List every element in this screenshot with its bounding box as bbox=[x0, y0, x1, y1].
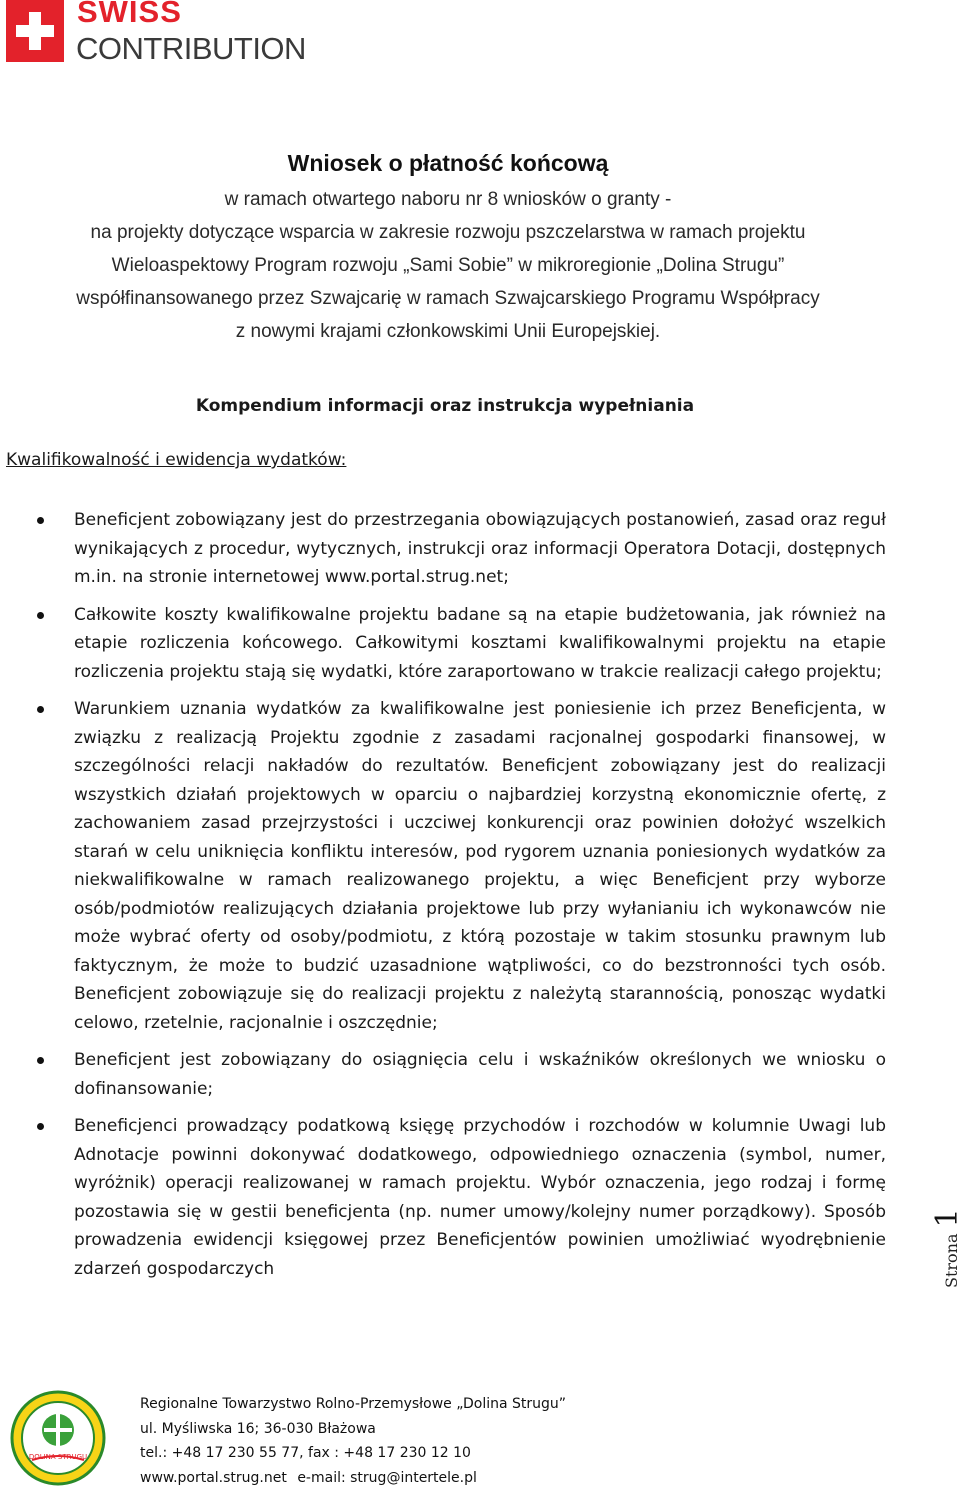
bullet-icon bbox=[37, 612, 44, 619]
logo-text: DOLINA STRUGU bbox=[28, 1453, 88, 1461]
footer-org: Regionalne Towarzystwo Rolno-Przemysłowe „Dolina Strugu” bbox=[140, 1396, 567, 1412]
header-line: współfinansowanego przez Szwajcarię w ramach Szwajcarskiego Programu Współpracy bbox=[76, 288, 820, 309]
dolina-strugu-logo bbox=[10, 1390, 106, 1486]
header-line: na projekty dotyczące wsparcia w zakresie rozwoju pszczelarstwa w ramach projektu bbox=[90, 222, 806, 243]
list-item bbox=[0, 1046, 886, 1103]
document-header bbox=[0, 143, 896, 348]
list-item bbox=[0, 1112, 886, 1283]
footer-web-link[interactable]: www.portal.strug.net bbox=[140, 1469, 287, 1486]
swiss-flag-icon bbox=[6, 0, 64, 62]
swiss-contribution-logo bbox=[0, 0, 306, 66]
bullet-icon bbox=[37, 1123, 44, 1130]
page-number bbox=[928, 1208, 968, 1346]
bullet-icon bbox=[37, 706, 44, 713]
list-item-text: Beneficjent zobowiązany jest do przestrzegania obowiązujących postanowień, zasad oraz reguł wynikających z procedur, wytycznych, instrukcji oraz informacji Operatora Dotacji, dostępnych m.in. na stronie internetowej www.portal.strug.net; bbox=[74, 510, 886, 587]
rules-list bbox=[0, 506, 886, 1292]
page-label: Strona bbox=[942, 1233, 961, 1288]
document-title: Wniosek o płatność końcową bbox=[287, 150, 609, 176]
footer-phone: tel.: +48 17 230 55 77, fax : +48 17 230 12 10 bbox=[140, 1445, 471, 1461]
footer-contact bbox=[140, 1392, 566, 1490]
list-item-text: Całkowite koszty kwalifikowalne projektu badane są na etapie budżetowania, jak również na etapie rozliczenia końcowego. Całkowitymi kosztami kwalifikowalnymi projektu na etapie rozliczenia projektu stają się wydatki, które zaraportowano w trakcie realizacji całego projektu; bbox=[74, 604, 886, 682]
header-line: z nowymi krajami członkowskimi Unii Europejskiej. bbox=[235, 321, 661, 342]
footer-address: ul. Myśliwska 16; 36-030 Błażowa bbox=[140, 1420, 376, 1437]
list-item bbox=[0, 506, 886, 592]
page-number-value: 1 bbox=[930, 1208, 965, 1228]
bullet-icon bbox=[37, 1057, 44, 1064]
list-item-text: Beneficjenci prowadzący podatkową księgę przychodów i rozchodów w kolumnie Uwagi lub Adnotacje powinni dokonywać dodatkowego, odpowiedniego oznaczenia (symbol, numer, wyróżnik) operacji realizowanej w ramach projektu. Wybór oznaczenia, jego rodzaj i formę pozostawia się w gestii beneficjenta (np. numer umowy/kolejny numer porządkowy). Sposób prowadzenia ewidencji księgowej przez Beneficjentów powinien umożliwiać wyodrębnienie zdarzeń gospodarczych bbox=[74, 1116, 886, 1279]
footer-email-link[interactable]: e-mail: strug@intertele.pl bbox=[297, 1469, 477, 1486]
header-line: w ramach otwartego naboru nr 8 wniosków o granty - bbox=[224, 189, 672, 210]
list-item-text: Warunkiem uznania wydatków za kwalifikowalne jest poniesienie ich przez Beneficjenta, w związku z realizacją Projektu zgodnie z zasadami racjonalnej gospodarki finansowej, w szczególności relacji nakładów do rezultatów. Beneficjent zobowiązany jest do realizacji wszystkich działań projektowych w oparciu o najbardziej korzystną ekonomicznie ofertę, z zachowaniem zasad przejrzystości i uczciwej konkurencji oraz powinien dołożyć wszelkich starań w celu uniknięcia konfliktu interesów, pod rygorem uznania poniesionych wydatków za niekwalifikowalne w ramach realizowanego projektu, a więc Beneficjent przy wyborze osób/podmiotów realizujących działania projektowe lub przy wyłanianiu ich wykonawców nie może wybrać oferty od osoby/podmiotu, z którą pozostaje w takim stosunku prawnym lub faktycznym, że może to budzić uzasadnione wątpliwości, co do bezstronności tych osób. Beneficjent zobowiązuje się do realizacji projektu z należytą starannością, ponosząc wydatki celowo, rzetelnie, racjonalnie i oszczędnie; bbox=[74, 699, 886, 1033]
section-subheading: Kwalifikowalność i ewidencja wydatków: bbox=[6, 450, 347, 470]
header-line: Wieloaspektowy Program rozwoju „Sami Sobie” w mikroregionie „Dolina Strugu” bbox=[111, 255, 785, 276]
bullet-icon bbox=[37, 517, 44, 524]
list-item bbox=[0, 695, 886, 1037]
brand-line-2: CONTRIBUTION bbox=[76, 31, 306, 66]
list-item-text: Beneficjent jest zobowiązany do osiągnięcia celu i wskaźników określonych we wniosku o dofinansowanie; bbox=[74, 1050, 886, 1099]
list-item bbox=[0, 601, 886, 687]
section-heading: Kompendium informacji oraz instrukcja wypełniania bbox=[195, 396, 695, 416]
brand-line-1: SWISS bbox=[77, 0, 182, 29]
